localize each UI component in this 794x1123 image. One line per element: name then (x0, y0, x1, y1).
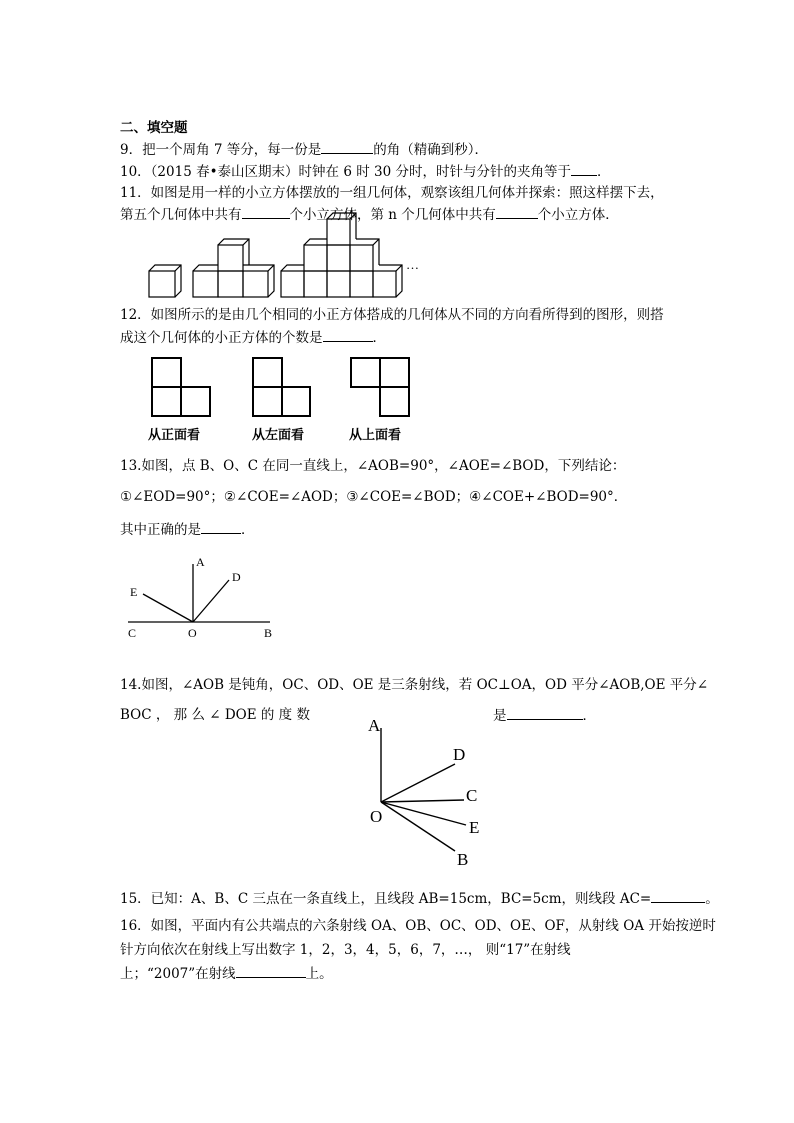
answer-blank-12[interactable] (323, 328, 373, 342)
ray-od-14 (381, 764, 455, 802)
question-16-line3: 上；“2007”在射线 上。 (120, 966, 333, 982)
ray-ob-14 (381, 802, 455, 851)
question-10: 10．（2015 春•泰山区期末）时钟在 6 时 30 分时，时针与分针的夹角等于 ． (120, 164, 611, 180)
answer-blank-11b[interactable] (496, 205, 538, 219)
label-14-a: A (368, 716, 381, 735)
question-16-line1: 16．如图，平面内有公共端点的六条射线 OA、OB、OC、OD、OE、OF，从射线 OA 开始按逆时 (120, 918, 716, 934)
question-11-line2: 第五个几何体中共有 个小立方体，第 n 个几何体中共有 个小立方体． (120, 207, 619, 223)
label-14-b: B (457, 850, 469, 869)
sequence-ellipsis: … (406, 257, 419, 272)
angle-figure-13 (120, 550, 290, 645)
question-16-line2: 针方向依次在射线上写出数字 1，2，3，4，5，6，7，…， 则“17”在射线 (120, 942, 571, 958)
question-11-line1: 11．如图是用一样的小立方体摆放的一组几何体，观察该组几何体并探索：照这样摆下去， (120, 185, 664, 201)
section-title: 二、填空题 (120, 120, 188, 136)
top-view (351, 358, 409, 416)
label-14-d: D (453, 745, 466, 764)
question-14-answer: 是 ． (493, 708, 596, 724)
question-15: 15．已知：A、B、C 三点在一条直线上，且线段 AB=15cm，BC=5cm，则线段 AC= 。 (120, 891, 719, 907)
stack-1 (149, 265, 181, 297)
view-label-top: 从上面看 (349, 428, 402, 443)
front-view (152, 358, 210, 416)
ray-oe-14 (381, 802, 466, 825)
answer-blank-13[interactable] (201, 520, 241, 534)
answer-blank-14[interactable] (507, 706, 583, 720)
question-13-line1: 13.如图，点 B、O、C 在同一直线上，∠AOB=90°，∠AOE=∠BOD，下列结论： (120, 458, 626, 474)
ray-od (193, 580, 229, 622)
ray-oe (143, 594, 193, 622)
label-13-o: O (188, 626, 197, 640)
label-13-b: B (264, 626, 273, 640)
view-label-front: 从正面看 (148, 428, 201, 443)
question-13-line2: ①∠EOD=90°；②∠COE=∠AOD；③∠COE=∠BOD；④∠COE+∠BOD=90°． (120, 489, 628, 505)
ray-oc-14 (381, 800, 464, 802)
three-views-figure (140, 352, 430, 422)
answer-blank-15[interactable] (651, 889, 705, 903)
question-14-line2: BOC ， 那 么 ∠ DOE 的 度 数 (120, 707, 310, 723)
stack-3 (281, 213, 402, 297)
label-14-o: O (370, 807, 383, 826)
question-13-line3: 其中正确的是 ． (120, 522, 255, 538)
answer-blank-9[interactable] (321, 140, 373, 154)
view-label-left: 从左面看 (252, 428, 305, 443)
label-13-e: E (130, 585, 138, 599)
angle-figure-14 (362, 712, 492, 872)
answer-blank-11a[interactable] (242, 205, 290, 219)
cube-stacks-figure (140, 218, 430, 304)
left-view (253, 358, 310, 416)
label-13-c: C (128, 626, 137, 640)
label-13-d: D (232, 570, 241, 584)
question-14-line1: 14.如图，∠AOB 是钝角，OC、OD、OE 是三条射线，若 OC⊥OA，OD 平分∠AOB,OE 平分∠ (120, 677, 709, 693)
question-12-line1: 12．如图所示的是由几个相同的小正方体搭成的几何体从不同的方向看所得到的图形，则搭 (120, 307, 664, 323)
stack-2 (193, 239, 274, 297)
label-14-e: E (469, 818, 480, 837)
question-9: 9．把一个周角 7 等分，每一份是 的角（精确到秒）． (120, 142, 489, 158)
label-13-a: A (196, 555, 205, 569)
answer-blank-16[interactable] (236, 964, 306, 978)
question-12-line2: 成这个几何体的小正方体的个数是 ． (120, 330, 386, 346)
answer-blank-10[interactable] (571, 162, 597, 176)
label-14-c: C (466, 786, 478, 805)
